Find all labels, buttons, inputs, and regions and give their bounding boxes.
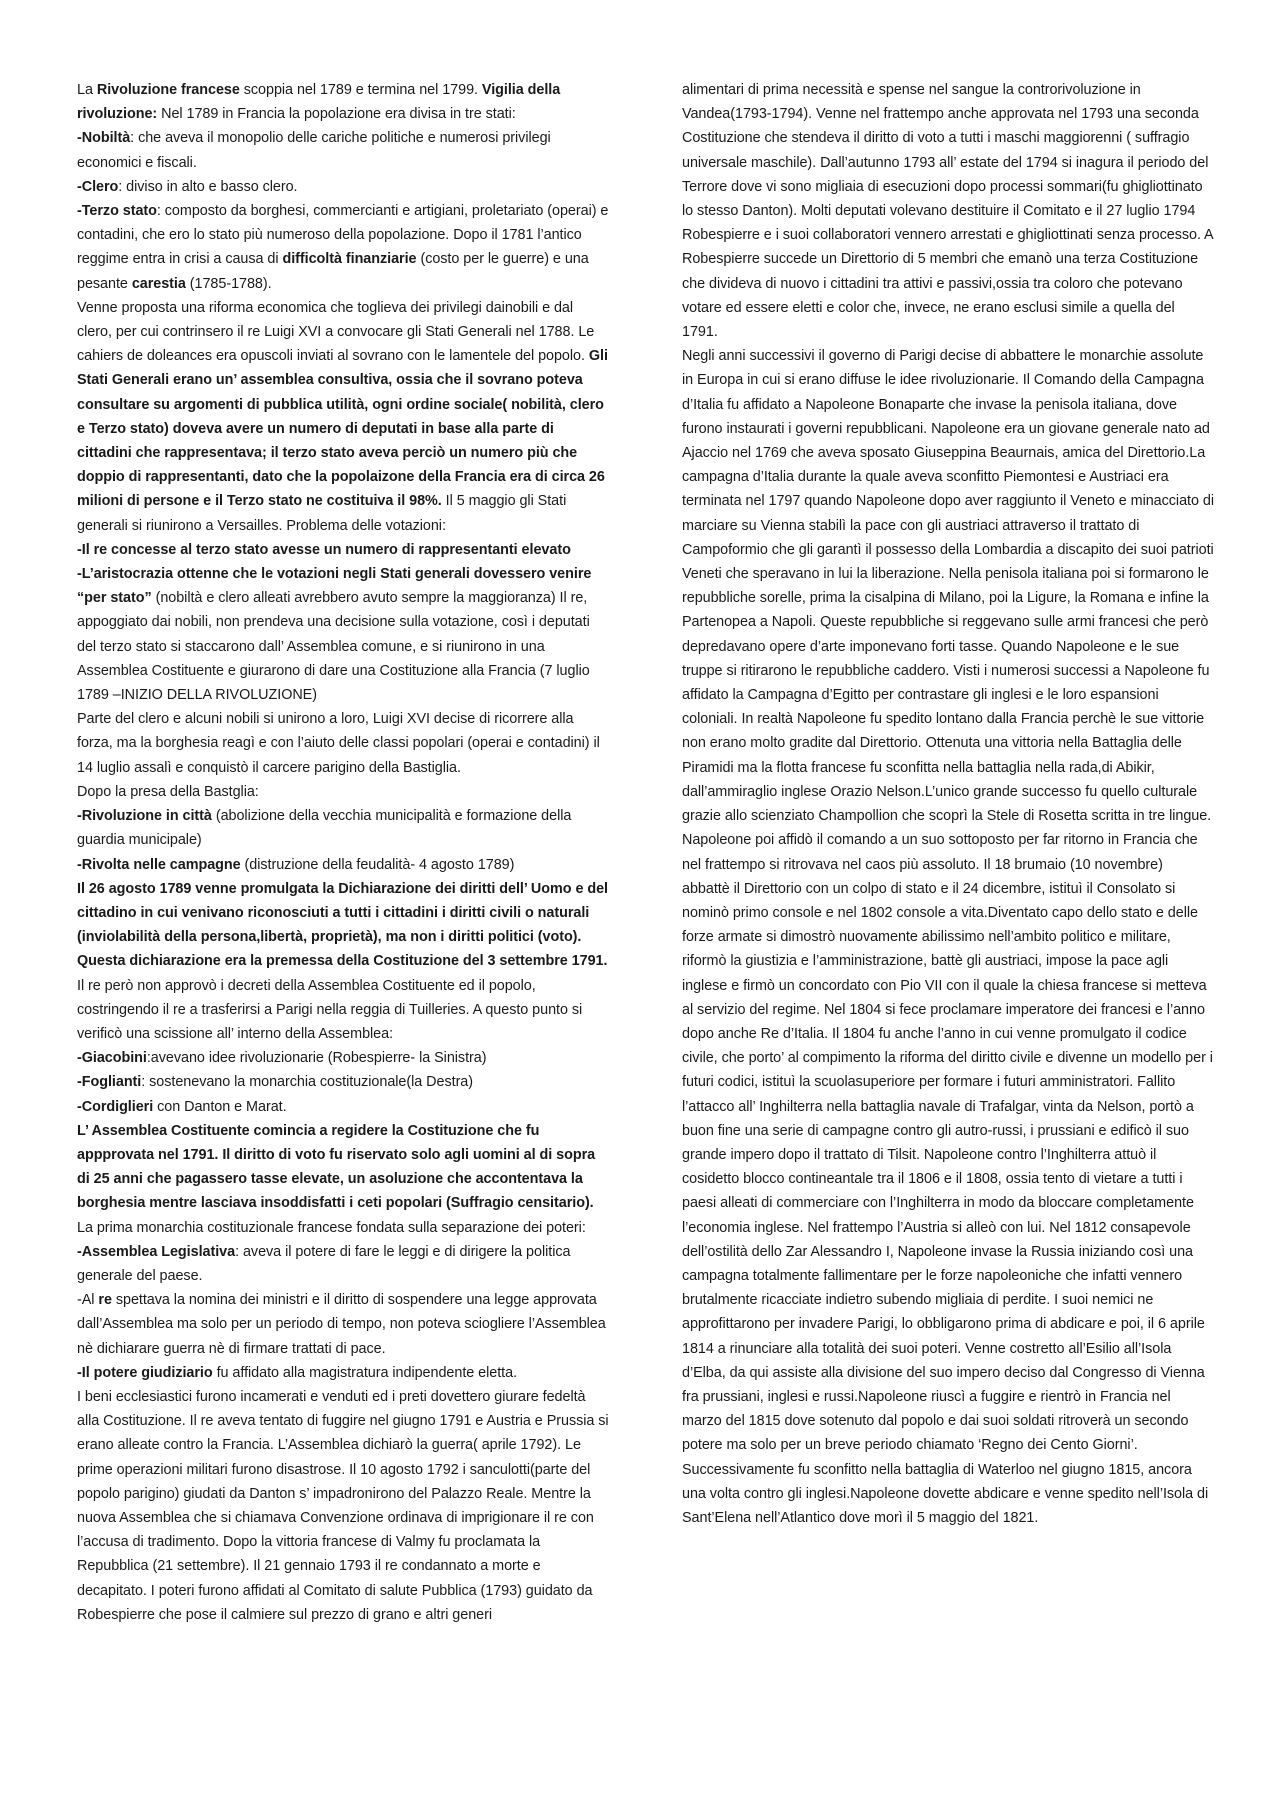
paragraph (77, 1385, 611, 1627)
text-run: I beni ecclesiastici furono incamerati e venduti ed i preti dovettero giurare fedeltà alla Costituzione. Il re aveva tentato di fuggire nel giugno 1791 e Austria e Prussia si erano alleate contro la Francia. L’Assemblea dichiarò la guerra( aprile 1792). Le prime operazioni militari furono disastrose. Il 10 agosto 1792 i sanculotti(parte del popolo parigino) giudati da Danton s’ impadronirono del Palazzo Reale. Mentre la nuova Assemblea che si chiamava Convenzione ordinava di imprigionare il re con l’accusa di tradimento. Dopo la vittoria francese di Valmy fu proclamata la Repubblica (21 settembre). Il 21 gennaio 1793 il re condannato a morte e decapitato. I poteri furono affidati al Comitato di salute Pubblica (1793) guidato da Robespierre che pose il calmiere sul prezzo di grano e altri generi (77, 1388, 609, 1623)
paragraph (77, 538, 611, 562)
text-run: fu affidato alla magistratura indipendente eletta. (212, 1364, 518, 1381)
bold-text: -Cordiglieri (77, 1098, 154, 1115)
left-text-column (77, 78, 611, 1627)
paragraph (77, 804, 611, 852)
bold-text: Il 26 agosto 1789 venne promulgata la Dichiarazione dei diritti dell’ Uomo e del cittadino in cui venivano riconosciuti a tutti i cittadini i diritti civili o naturali (inviolabilità della persona,libertà, proprietà), ma non i diritti politici (voto). Questa dichiarazione era la premessa della Costituzione del 3 settembre 1791. (77, 880, 608, 970)
paragraph (682, 344, 1214, 1530)
paragraph (77, 1095, 611, 1119)
paragraph (77, 126, 611, 174)
bold-text: -L’aristocrazia ottenne che le votazioni negli Stati generali dovessero venire “per stato” (77, 566, 592, 607)
bold-text: -Foglianti (77, 1074, 142, 1091)
text-run: Il re però non approvò i decreti della Assemblea Costituente ed il popolo, costringendo il re a trasferirsi a Parigi nella reggia di Tuilleries. A questo punto si verificò una scissione all’ interno della Assemblea: (77, 977, 583, 1042)
bold-text: Rivoluzione francese (96, 82, 240, 98)
text-run: Negli anni successivi il governo di Parigi decise di abbattere le monarchie assolute in Europa in cui si erano diffuse le idee rivoluzionarie. Il Comando della Campagna d’Italia fu affidato a Napoleone Bonaparte che invase la penisola italiana, dove furono instaurati i governi repubblicani. Napoleone era un giovane generale nato ad Ajaccio nel 1769 che aveva sposato Giuseppina Beaurnais, amica del Direttorio.La campagna d’Italia durante la quale aveva sconfitto Piemontesi e Austriaci era terminata nel 1797 quando Napoleone dopo aver raggiunto il Veneto e minacciato di marciare su Vienna stabilì la pace con gli austriaci attraverso il trattato di Campoformio che gli garantì il possesso della Lombardia a discapito dei suoi patrioti Veneti che speravano in lui la liberazione. Nella penisola italiana poi si formarono le repubbliche sorelle, prima la cisalpina di Milano, poi la Ligure, la Romana e infine la Partenopea a Napoli. Queste repubbliche si reggevano sulle armi francesi che però depredavano opere d’arte imponevano forti tasse. Quando Napoleone e le sue truppe si ritirarono le repubbliche caddero. Visti i numerosi successi a Napoleone fu affidato la Campagna d’Egitto per contrastare gli inglesi e le loro espansioni coloniali. In realtà Napoleone fu spedito lontano dalla Francia perchè le sue vittorie non erano molto gradite dal Direttorio. Ottenuta una vittoria nella Battaglia delle Piramidi ma la flotta francese fu sconfitta nella battaglia nella rada,di Abikir, dall’ammiraglio inglese Orazio Nelson.L’unico grande successo fu quello culturale grazie allo scienziato Champollion che scoprì la Stele di Rosetta scritta in tre lingue. Napoleone poi affidò il comando a un suo sottoposto per far ritorno in Francia che nel frattempo si ritrovava nel caos più assoluto. Il 18 brumaio (10 novembre) abbattè il Direttorio con un colpo di stato e il 24 dicembre, istituì il Consolato si nominò primo console e nel 1802 console a vita.Diventato capo dello stato e delle forze armate si dimostrò nuovamente abilissimo nell’ambito politico e militare, riformò la giustizia e l’amministrazione, battè gli austriaci, impose la pace agli inglese e firmò un concordato con Pio VII con il quale la chiesa francese si metteva al servizio del regime. Nel 1804 si fece proclamare imperatore dei francesi e l’anno dopo anche Re d’Italia. Il 1804 fu anche l’anno in cui venne promulgato il codice civile, che porto’ al compimento la riforma del diritto civile e divenne un modello per i futuri codici, istituì la scuolasuperiore per formare i futuri amministratori. Fallito l’attacco all’ Inghilterra nella battaglia navale di Trafalgar, vinta da Nelson, portò a buon fine una serie di campagne contro gli autro-russi, i prussiani e edificò il suo grande impero dopo il trattato di Tilsit. Napoleone contro l’Inghilterra attuò il cosidetto blocco contineantale tra il 1806 e il 1808, ossia tento di vietare a tutti i paesi alleati di commerciare con l’Inghilterra in modo da bloccare completamente l’economia inglese. Nel frattempo l’Austria si alleò con lui. Nel 1812 consapevole dell’ostilità dello Zar Alessandro I, Napoleone invase la Russia iniziando così una campagna totalmente fallimentare per le forze napoleoniche che infatti vennero brutalmente ricacciate indietro subendo migliaia di perdite. I suoi nemici ne approfittarono per invadere Parigi, lo obbligarono prima di abdicare e poi, il 6 aprile 1814 a rinunciare alla totalità dei suoi poteri. Venne costretto all’Esilio all’Isola d’Elba, da qui assiste alla divisione del suo impero deciso dal Congresso di Vienna fra prussiani, inglesi e russi.Napoleone riuscì a fuggire e rientrò in Francia nel marzo del 1815 dove sotenuto dal popolo e dai suoi soldati ritroverà un secondo potere ma solo per un breve periodo chiamato ‘Regno dei Cento Giorni’. Successivamente fu sconfitto nella battaglia di Waterloo nel giugno 1815, ancora una volta contro gli inglesi.Napoleone dovette abdicare e venne spedito nell’Isola di Sant’Elena nell’Atlantico dove morì il 5 maggio del 1821. (682, 348, 1214, 1526)
bold-text: -Terzo stato (77, 203, 157, 220)
bold-text: -Rivolta nelle campagne (77, 856, 241, 873)
paragraph (77, 1119, 611, 1240)
bold-text: -Il potere giudiziario (77, 1364, 213, 1381)
paragraph (77, 877, 611, 1046)
text-run: spettava la nomina dei ministri e il diritto di sospendere una legge approvata dall’Assemblea ma solo per un periodo di tempo, non poteva sciogliere l’Assemblea nè dichiarare guerra nè di firmare trattati di pace. (77, 1292, 606, 1357)
text-run: : composto da borghesi, commercianti e artigiani, proletariato (operai) e contadini, che ero lo stato più numeroso della popolazione. Dopo il 1781 l’antico reggime entra in crisi a causa di (77, 203, 609, 268)
text-run: -Al (77, 1292, 99, 1309)
text-run: La (77, 82, 97, 98)
text-run: (abolizione della vecchia municipalità e formazione della guardia municipale) (77, 808, 572, 849)
text-run: alimentari di prima necessità e spense nel sangue la controrivoluzione in Vandea(1793-1794). Venne nel frattempo anche approvata nel 1793 una seconda Costituzione che stendeva il diritto di voto a tutti i maschi maggiorenni ( suffragio universale maschile). Dall’autunno 1793 all’ estate del 1794 si inagura il periodo del Terrore dove vi sono migliaia di esecuzioni dopo processi sommari(fu ghigliottinato lo stesso Danton). Molti deputati volevano destituire il Comitato e il 27 luglio 1794 Robespierre e i suoi collaboratori vennero arrestati e ghigliottinati senza processo. A Robespierre succede un Direttorio di 5 membri che emanò una terza Costituzione che divideva di nuovo i cittadini tra attivi e passivi,ossia tra coloro che potevano votare ed essere eletti e color che, invece, ne erano esclusi simile a quella del 1791. (682, 82, 1213, 341)
bold-text: -Il re concesse al terzo stato avesse un numero di rappresentanti elevato (77, 541, 571, 558)
paragraph (77, 296, 611, 538)
paragraph (77, 853, 611, 877)
bold-text: Vigilia della rivoluzione: (77, 82, 561, 123)
bold-text: -Clero (77, 178, 119, 195)
text-run: Il 5 maggio gli Stati generali si riunirono a Versailles. Problema delle votazioni: (77, 493, 567, 534)
text-run: La prima monarchia costituzionale francese fondata sulla separazione dei poteri: (77, 1219, 586, 1236)
paragraph (77, 1240, 611, 1288)
text-run: (distruzione della feudalità- 4 agosto 1789) (240, 856, 515, 873)
bold-text: -Assemblea Legislativa (77, 1243, 236, 1260)
paragraph (77, 780, 611, 804)
text-run: Dopo la presa della Bastglia: (77, 783, 259, 800)
text-run: Parte del clero e alcuni nobili si unirono a loro, Luigi XVI decise di ricorrere alla forza, ma la borghesia reagì e con l’aiuto delle classi popolari (operai e contadini) il 14 luglio assalì e conquistò il carcere parigino della Bastiglia. (77, 711, 600, 776)
bold-text: -Giacobini (77, 1050, 147, 1067)
bold-text: difficoltà finanziarie (282, 251, 417, 268)
bold-text: re (98, 1292, 112, 1309)
text-run: :avevano idee rivoluzionarie (Robespierre- la Sinistra) (146, 1050, 487, 1067)
paragraph (77, 562, 611, 707)
paragraph (77, 78, 611, 126)
text-run: Venne proposta una riforma economica che toglieva dei privilegi dainobili e dal clero, per cui contrinsero il re Luigi XVI a convocare gli Stati Generali nel 1788. Le cahiers de doleances era opuscoli inviati al sovrano con le lamentele del popolo. (77, 299, 595, 365)
text-run: : aveva il potere di fare le leggi e di dirigere la politica generale del paese. (77, 1243, 571, 1284)
bold-text: -Rivoluzione in città (77, 808, 212, 825)
text-run: Nel 1789 in Francia la popolazione era divisa in tre stati: (157, 106, 516, 123)
text-run: (costo per le guerre) e una pesante (77, 251, 589, 292)
bold-text: carestia (131, 275, 186, 292)
text-run: (nobiltà e clero alleati avrebbero avuto sempre la maggioranza) Il re, appoggiato dai nobili, non prendeva una decisione sulla votazione, così i deputati del terzo stato si staccarono dall’ Assemblea comune, e si riunirono in una Assemblea Costituente e giurarono di dare una Costituzione alla Francia (7 luglio 1789 –INIZIO DELLA RIVOLUZIONE) (77, 590, 590, 704)
paragraph (77, 175, 611, 199)
text-run: (1785-1788). (185, 275, 272, 292)
paragraph (77, 1070, 611, 1094)
paragraph (77, 707, 611, 780)
bold-text: L’ Assemblea Costituente comincia a regidere la Costituzione che fu appprovata nel 1791. Il diritto di voto fu riservato solo agli uomini al di sopra di 25 anni che pagassero tasse elevate, un asoluzione che accontentava la borghesia mentre lasciava insoddisfatti i ceti popolari (Suffragio censitario). (77, 1122, 596, 1212)
text-run: con Danton e Marat. (153, 1098, 287, 1115)
bold-text: Gli Stati Generali erano un’ assemblea consultiva, ossia che il sovrano poteva consultare su argomenti di pubblica utilità, ogni ordine sociale( nobilità, clero e Terzo stato) doveva avere un numero di deputati in base alla parte di cittadini che rappresentava; il terzo stato aveva perciò un numero più che doppio di rappresentanti, dato che la popolaizone della Francia era di circa 26 milioni di persone e il Terzo stato ne costituiva il 98%. (77, 348, 608, 510)
paragraph (77, 1361, 611, 1385)
paragraph (77, 1046, 611, 1070)
paragraph (682, 78, 1214, 344)
text-run: : che aveva il monopolio delle cariche politiche e numerosi privilegi economici e fiscali. (77, 130, 551, 171)
bold-text: -Nobiltà (77, 130, 131, 147)
paragraph (77, 199, 611, 296)
right-text-column (682, 78, 1214, 1530)
text-run: : sostenevano la monarchia costituzionale(la Destra) (141, 1074, 474, 1091)
paragraph (77, 1288, 611, 1361)
text-run: scoppia nel 1789 e termina nel 1799. (239, 82, 482, 98)
text-run: : diviso in alto e basso clero. (118, 178, 298, 195)
